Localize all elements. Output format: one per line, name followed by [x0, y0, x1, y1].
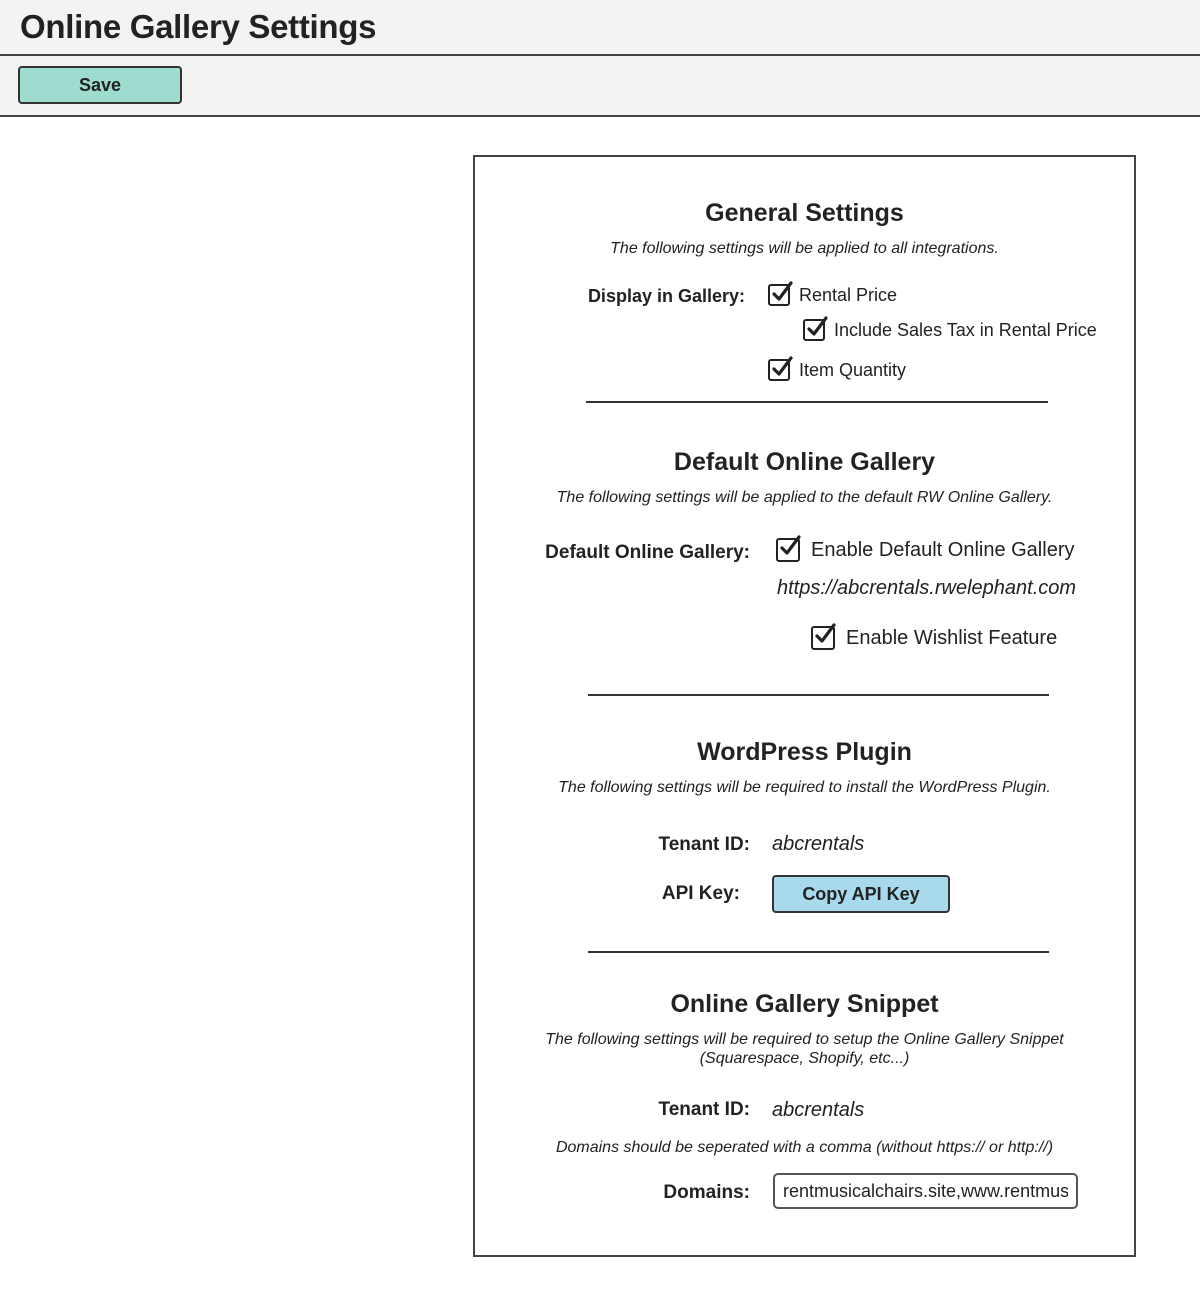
snippet-title: Online Gallery Snippet: [670, 990, 939, 1018]
item-quantity-option[interactable]: [768, 359, 906, 381]
toolbar: [0, 56, 1200, 117]
display-in-gallery-label: Display in Gallery:: [587, 286, 745, 306]
wordpress-plugin-subtitle: The following settings will be required to install the WordPress Plugin.: [558, 779, 1051, 796]
general-settings-subtitle: The following settings will be applied to all integrations.: [610, 240, 999, 257]
general-settings-title: General Settings: [705, 199, 904, 227]
section-divider: [588, 951, 1049, 953]
default-gallery-url: https://abcrentals.rwelephant.com: [777, 577, 1077, 599]
default-gallery-field-label: Default Online Gallery:: [545, 542, 750, 563]
snippet-subtitle-line1: The following settings will be required to setup the Online Gallery Snippet: [545, 1031, 1064, 1048]
snippet-tenant-id-label: Tenant ID:: [658, 1099, 750, 1120]
rental-price-label: Rental Price: [799, 284, 898, 305]
rental-price-checkbox[interactable]: [768, 284, 790, 306]
checkmark-icon: [806, 315, 828, 339]
wordpress-tenant-id-label: Tenant ID:: [658, 834, 750, 855]
enable-default-gallery-label: Enable Default Online Gallery: [811, 538, 1075, 561]
snippet-subtitle-line2: (Squarespace, Shopify, etc...): [699, 1050, 910, 1067]
enable-default-gallery-checkbox[interactable]: [776, 538, 800, 562]
enable-wishlist-option[interactable]: [811, 626, 1057, 650]
wordpress-tenant-id-value: abcrentals: [772, 833, 865, 855]
page-header: [0, 0, 1200, 56]
checkmark-icon: [771, 280, 793, 304]
snippet-tenant-id-value: abcrentals: [772, 1099, 865, 1121]
checkmark-icon: [771, 355, 793, 379]
section-divider: [586, 401, 1048, 403]
include-sales-tax-option[interactable]: [803, 319, 1097, 341]
api-key-label: API Key:: [661, 883, 740, 904]
enable-wishlist-checkbox[interactable]: [811, 626, 835, 650]
wordpress-plugin-title: WordPress Plugin: [697, 738, 912, 766]
default-gallery-subtitle: The following settings will be applied to the default RW Online Gallery.: [556, 489, 1053, 506]
default-gallery-title: Default Online Gallery: [673, 448, 936, 476]
domains-label: Domains:: [663, 1182, 750, 1203]
item-quantity-checkbox[interactable]: [768, 359, 790, 381]
include-sales-tax-label: Include Sales Tax in Rental Price: [834, 319, 1097, 340]
copy-api-key-button[interactable]: Copy API Key: [772, 875, 950, 913]
enable-default-gallery-option[interactable]: [776, 538, 1074, 562]
include-sales-tax-checkbox[interactable]: [803, 319, 825, 341]
enable-wishlist-label: Enable Wishlist Feature: [846, 626, 1058, 649]
page-title: Online Gallery Settings: [20, 8, 377, 45]
section-divider: [588, 694, 1049, 696]
domains-input[interactable]: [773, 1173, 1078, 1209]
item-quantity-label: Item Quantity: [799, 359, 907, 380]
rental-price-option[interactable]: [768, 284, 897, 306]
settings-panel: [473, 155, 1136, 1257]
checkmark-icon: [779, 534, 801, 558]
domains-note: Domains should be seperated with a comma (without https:// or http://): [555, 1139, 1054, 1156]
save-button[interactable]: Save: [18, 66, 182, 104]
checkmark-icon: [814, 622, 836, 646]
